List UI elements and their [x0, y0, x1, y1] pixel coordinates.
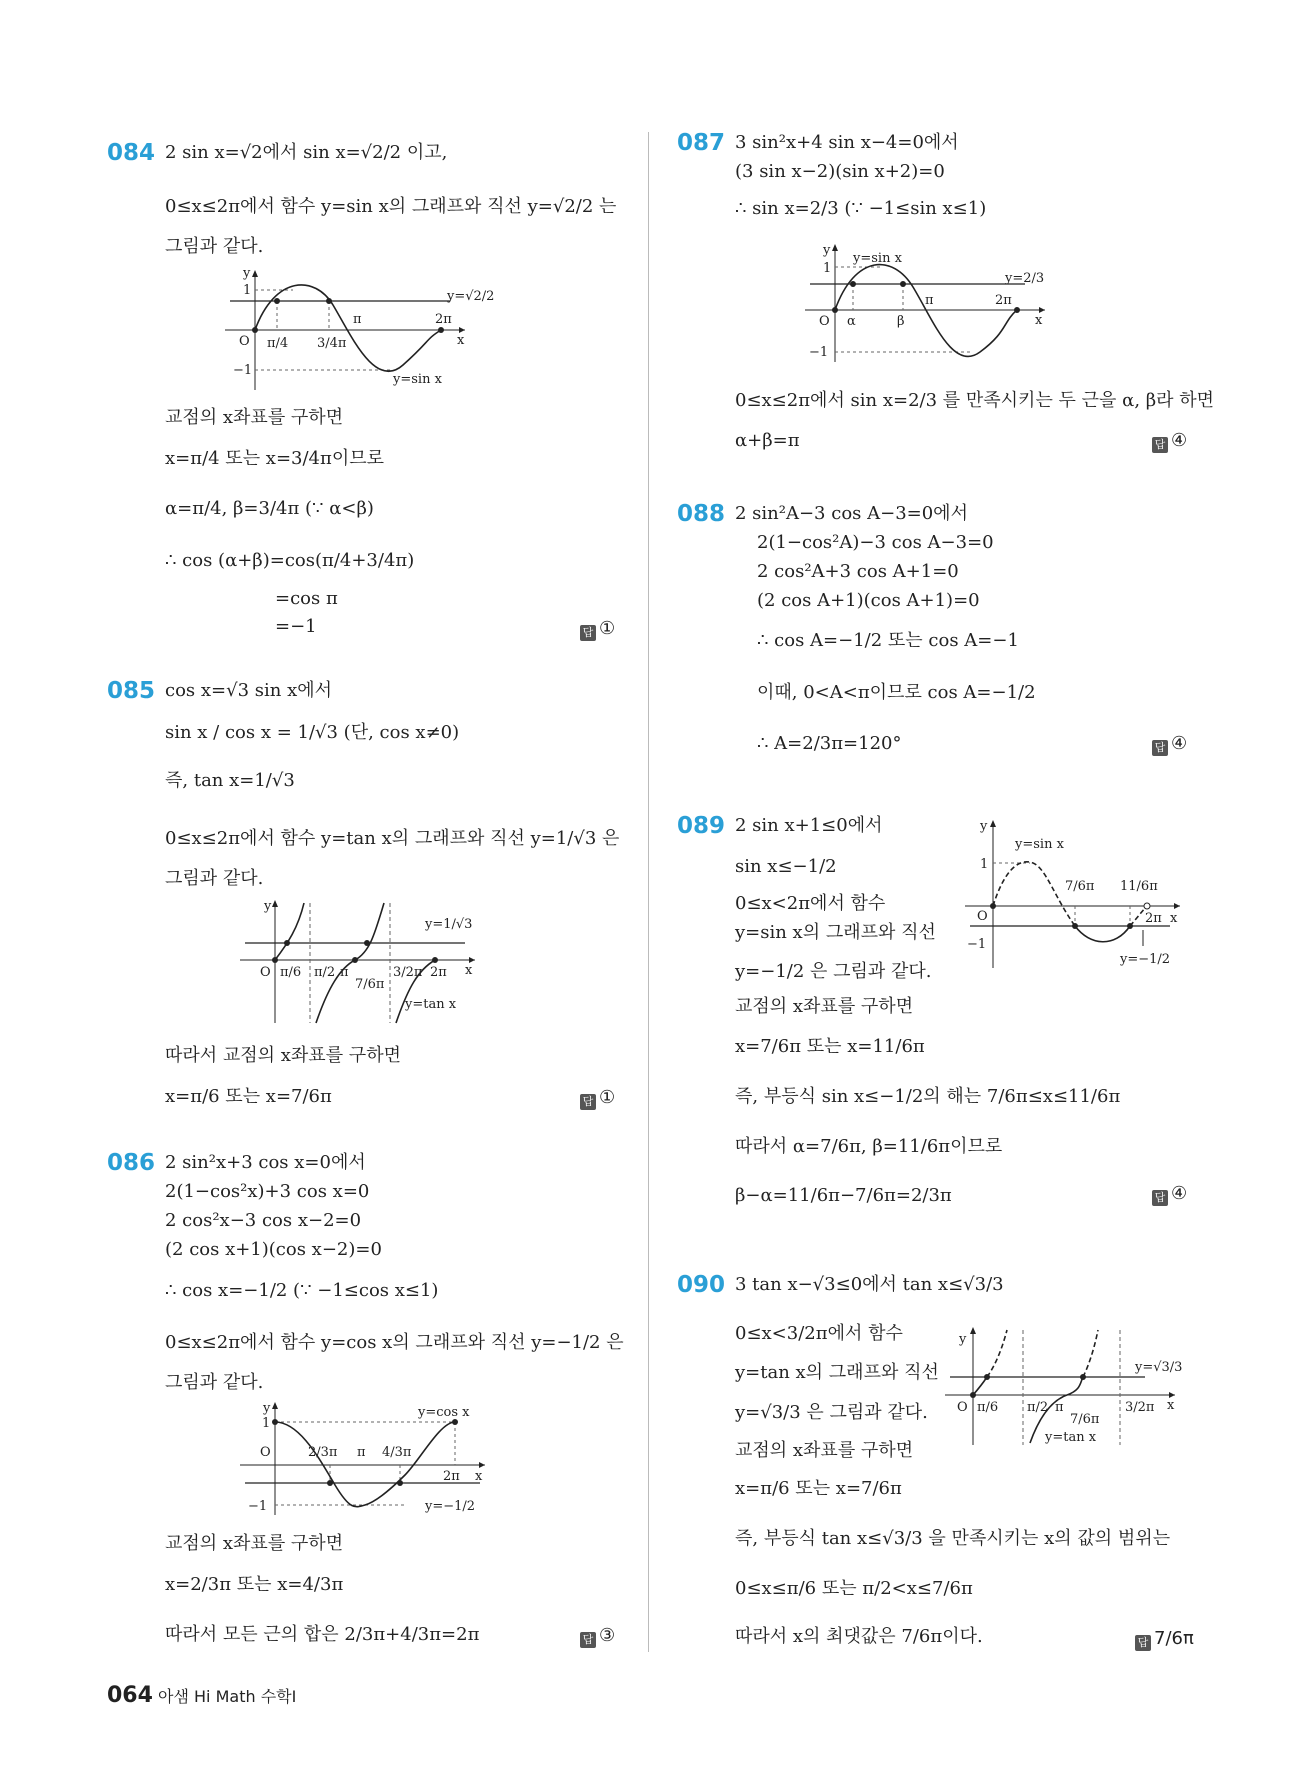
solution-line: ∴ cos x=−1/2 (∵ −1≤cos x≤1): [165, 1280, 439, 1301]
tick-x: α: [847, 314, 856, 329]
solution-line: 따라서 교점의 x좌표를 구하면: [165, 1045, 401, 1066]
problem-number: 088: [677, 501, 726, 527]
answer: 답 7/6π: [1135, 1628, 1194, 1651]
solution-line: (2 cos A+1)(cos A+1)=0: [757, 590, 980, 611]
solution-line: y=−1/2 은 그림과 같다.: [735, 961, 932, 982]
tick-x: 2π: [430, 965, 447, 980]
solution-line: 교점의 x좌표를 구하면: [735, 1440, 914, 1461]
axis-x-label: x: [475, 1469, 483, 1484]
solution-line: x=7/6π 또는 x=11/6π: [735, 1036, 925, 1057]
solution-line: 3 sin²x+4 sin x−4=0에서: [735, 132, 959, 153]
tick-1: 1: [262, 1416, 271, 1431]
tick-x: 2π: [1145, 911, 1162, 926]
solution-line: 2 sin x=√2에서 sin x=√2/2 이고,: [165, 142, 448, 163]
solution-line: ∴ cos A=−1/2 또는 cos A=−1: [757, 630, 1019, 651]
line-label: y=−1/2: [425, 1499, 476, 1514]
solution-line: 따라서 모든 근의 합은 2/3π+4/3π=2π: [165, 1624, 480, 1645]
tick-x: π/2: [1027, 1400, 1049, 1415]
graph-084: [225, 265, 505, 395]
tick-neg1: −1: [233, 363, 253, 378]
solution-line: 2 cos²x−3 cos x−2=0: [165, 1210, 362, 1231]
page-number: 064: [107, 1683, 153, 1708]
problem-number: 086: [107, 1150, 156, 1176]
problem-number: 087: [677, 130, 726, 156]
tick-x: 2π: [435, 312, 452, 327]
solution-line: 그림과 같다.: [165, 1372, 264, 1393]
tick-x: 11/6π: [1120, 879, 1158, 894]
solution-line: 2(1−cos²A)−3 cos A−3=0: [757, 532, 994, 553]
solution-line: y=tan x의 그래프와 직선: [735, 1362, 939, 1383]
tick-x: π: [353, 312, 362, 327]
tick-x: 7/6π: [355, 977, 385, 992]
book-title: 아샘 Hi Math 수학Ⅰ: [158, 1687, 297, 1706]
solution-line: 교점의 x좌표를 구하면: [165, 1533, 344, 1554]
answer: 답 ④: [1152, 1183, 1187, 1206]
problem-number: 089: [677, 813, 726, 839]
solution-line: 0≤x≤2π에서 sin x=2/3 를 만족시키는 두 근을 α, β라 하면: [735, 390, 1215, 411]
tick-1: 1: [823, 261, 832, 276]
answer: 답 ①: [580, 618, 615, 641]
solution-line: β−α=11/6π−7/6π=2/3π: [735, 1185, 952, 1206]
axis-y-label: y: [823, 243, 831, 258]
tick-x: 7/6π: [1065, 879, 1095, 894]
solution-line: 0≤x≤2π에서 함수 y=cos x의 그래프와 직선 y=−1/2 은: [165, 1332, 624, 1353]
curve-label: y=sin x: [853, 251, 902, 266]
tick-x: π: [340, 965, 349, 980]
tick-x: π/6: [280, 965, 302, 980]
tick-x: 3/4π: [317, 336, 347, 351]
axis-x-label: x: [1035, 313, 1043, 328]
axis-x-label: x: [465, 963, 473, 978]
tick-1: 1: [980, 857, 989, 872]
solution-line: ∴ A=2/3π=120°: [757, 733, 902, 754]
solution-line: 0≤x<2π에서 함수: [735, 893, 886, 914]
solution-line: 즉, tan x=1/√3: [165, 770, 295, 791]
solution-line: 교점의 x좌표를 구하면: [735, 996, 914, 1017]
tick-x: 3/2π: [1125, 1400, 1155, 1415]
solution-line: α+β=π: [735, 430, 800, 451]
origin-label: O: [239, 334, 250, 349]
answer: 답 ④: [1152, 733, 1187, 756]
solution-line: 0≤x≤2π에서 함수 y=tan x의 그래프와 직선 y=1/√3 은: [165, 828, 620, 849]
graph-089: [965, 818, 1185, 973]
solution-line: 즉, 부등식 sin x≤−1/2의 해는 7/6π≤x≤11/6π: [735, 1086, 1121, 1107]
origin-label: O: [819, 314, 830, 329]
solution-line: x=2/3π 또는 x=4/3π: [165, 1574, 344, 1595]
solution-line: 2 sin x+1≤0에서: [735, 815, 883, 836]
solution-line: 0≤x≤π/6 또는 π/2<x≤7/6π: [735, 1578, 973, 1599]
tick-x: 2/3π: [308, 1445, 338, 1460]
solution-line: 2 sin²A−3 cos A−3=0에서: [735, 503, 968, 524]
answer: 답 ③: [580, 1625, 615, 1648]
solution-line: 그림과 같다.: [165, 236, 264, 257]
line-label: y=1/√3: [425, 917, 473, 932]
solution-line: 0≤x<3/2π에서 함수: [735, 1323, 903, 1344]
curve-label: y=cos x: [418, 1405, 470, 1420]
tick-x: 2π: [443, 1469, 460, 1484]
tick-x: β: [897, 314, 905, 329]
axis-y-label: y: [243, 266, 251, 281]
tick-x: 3/2π: [393, 965, 423, 980]
tick-neg1: −1: [809, 345, 829, 360]
solution-line: 0≤x≤2π에서 함수 y=sin x의 그래프와 직선 y=√2/2 는: [165, 196, 617, 217]
graph-087: [805, 242, 1065, 367]
line-label: y=√3/3: [1135, 1360, 1183, 1375]
tick-neg1: −1: [248, 1499, 268, 1514]
solution-line: y=√3/3 은 그림과 같다.: [735, 1402, 928, 1423]
tick-x: 2π: [995, 293, 1012, 308]
page-footer: [107, 1683, 296, 1708]
solution-line: 따라서 x의 최댓값은 7/6π이다.: [735, 1626, 983, 1647]
solution-line: 2 sin²x+3 cos x=0에서: [165, 1152, 366, 1173]
axis-y-label: y: [959, 1332, 967, 1347]
tick-x: π/6: [977, 1400, 999, 1415]
origin-label: O: [977, 909, 988, 924]
axis-y-label: y: [264, 899, 272, 914]
problem-number: 090: [677, 1272, 726, 1298]
solution-line: =−1: [275, 616, 317, 637]
axis-x-label: x: [457, 333, 465, 348]
problem-number: 084: [107, 140, 156, 166]
solution-line: ∴ sin x=2/3 (∵ −1≤sin x≤1): [735, 198, 987, 219]
tick-x: π: [357, 1445, 366, 1460]
solution-line: ∴ cos (α+β)=cos(π/4+3/4π): [165, 550, 415, 571]
curve-label: y=tan x: [405, 997, 457, 1012]
curve-label: y=tan x: [1045, 1430, 1097, 1445]
solution-line: =cos π: [275, 588, 338, 609]
tick-x: 7/6π: [1070, 1412, 1100, 1427]
origin-label: O: [957, 1400, 968, 1415]
problem-number: 085: [107, 678, 156, 704]
axis-y-label: y: [263, 1401, 271, 1416]
solution-line: 이때, 0<A<π이므로 cos A=−1/2: [757, 682, 1036, 703]
solution-line: (2 cos x+1)(cos x−2)=0: [165, 1239, 382, 1260]
solution-line: 따라서 α=7/6π, β=11/6π이므로: [735, 1136, 1003, 1157]
axis-x-label: x: [1167, 1398, 1175, 1413]
line-label: y=√2/2: [447, 289, 495, 304]
column-divider: [648, 132, 649, 1652]
solution-line: sin x≤−1/2: [735, 856, 837, 877]
solution-line: 즉, 부등식 tan x≤√3/3 을 만족시키는 x의 값의 범위는: [735, 1528, 1171, 1549]
solution-line: α=π/4, β=3/4π (∵ α<β): [165, 498, 374, 519]
solution-line: 교점의 x좌표를 구하면: [165, 407, 344, 428]
line-label: y=−1/2: [1120, 952, 1171, 967]
solution-line: x=π/4 또는 x=3/4π이므로: [165, 448, 384, 469]
curve-label: y=sin x: [1015, 837, 1064, 852]
tick-1: 1: [243, 283, 252, 298]
answer: 답 ④: [1152, 430, 1187, 453]
solution-line: x=π/6 또는 x=7/6π: [165, 1086, 332, 1107]
tick-neg1: −1: [967, 937, 987, 952]
graph-086: [240, 1400, 500, 1520]
origin-label: O: [260, 965, 271, 980]
graph-090: [945, 1325, 1185, 1450]
curve-label: y=sin x: [393, 372, 442, 387]
tick-x: π/4: [267, 336, 289, 351]
tick-x: π: [1055, 1400, 1064, 1415]
tick-x: 4/3π: [382, 1445, 412, 1460]
solution-line: 그림과 같다.: [165, 868, 264, 889]
solution-line: 2 cos²A+3 cos A+1=0: [757, 561, 959, 582]
origin-label: O: [260, 1445, 271, 1460]
tick-x: π: [925, 293, 934, 308]
axis-x-label: x: [1170, 911, 1178, 926]
tick-x: π/2: [314, 965, 336, 980]
solution-line: 2(1−cos²x)+3 cos x=0: [165, 1181, 370, 1202]
graph-085: [240, 898, 500, 1028]
solution-line: 3 tan x−√3≤0에서 tan x≤√3/3: [735, 1274, 1004, 1295]
solution-line: sin x / cos x = 1/√3 (단, cos x≠0): [165, 722, 460, 743]
solution-line: (3 sin x−2)(sin x+2)=0: [735, 161, 945, 182]
solution-line: cos x=√3 sin x에서: [165, 680, 332, 701]
axis-y-label: y: [980, 819, 988, 834]
answer: 답 ①: [580, 1087, 615, 1110]
solution-line: y=sin x의 그래프와 직선: [735, 922, 936, 943]
solution-line: x=π/6 또는 x=7/6π: [735, 1478, 902, 1499]
line-label: y=2/3: [1005, 271, 1045, 286]
